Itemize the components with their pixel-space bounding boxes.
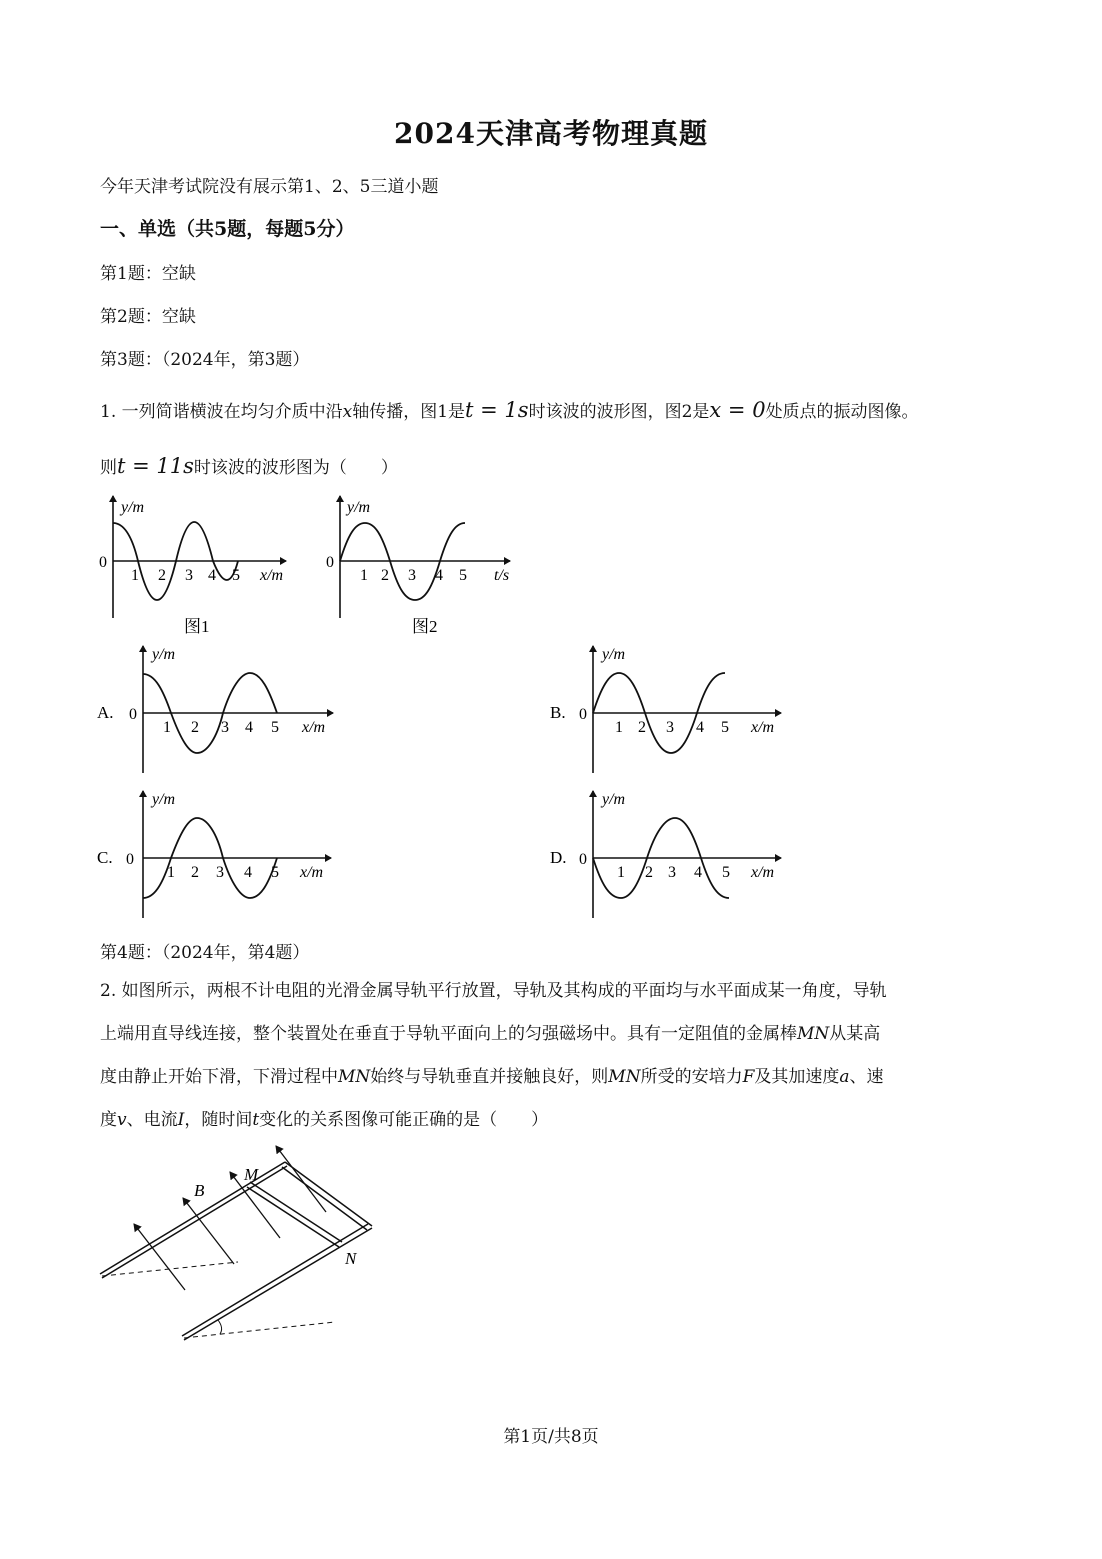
math-t1: t = 1s <box>465 398 529 422</box>
option-b-letter: B. <box>550 703 566 722</box>
svg-text:0: 0 <box>579 851 587 868</box>
svg-text:1: 1 <box>617 864 625 881</box>
q4-stem: 2. 如图所示，两根不计电阻的光滑金属导轨平行放置，导轨及其构成的平面均与水平面成某一角度，导轨 上端用直导线连接，整个装置处在垂直于导轨平面向上的匀强磁场中。具有一定阻值的金属棒MN从某高 度由静止开始下滑，下滑过程中MN始终与导轨垂直并接触良好，则MN所受的安培力F及其加速度a、速 度v、电流I，随时间t变化的关系图像可能正确的是（ ） <box>100 981 887 1130</box>
svg-text:5: 5 <box>721 719 729 736</box>
figure1-graph <box>99 496 286 636</box>
fig1-caption: 图1 <box>184 617 210 636</box>
svg-text:y/m: y/m <box>152 791 176 808</box>
page-footer: 第1页/共8页 <box>503 1427 599 1447</box>
fig2-tick: 3 <box>408 567 416 584</box>
q1-missing: 第1题：空缺 <box>100 264 196 284</box>
option-d-letter: D. <box>550 848 567 867</box>
svg-text:1: 1 <box>163 719 171 736</box>
q3-header: 第3题：（2024年，第3题） <box>100 350 310 370</box>
q2-missing: 第2题：空缺 <box>100 307 196 327</box>
svg-text:1: 1 <box>615 719 623 736</box>
fig2-tick: 1 <box>360 567 368 584</box>
svg-text:4: 4 <box>694 864 702 881</box>
fig2-t-label: t/s <box>494 567 510 584</box>
label-n: N <box>345 1249 357 1268</box>
svg-text:2: 2 <box>191 864 199 881</box>
q4-header: 第4题：（2024年，第4题） <box>100 943 310 963</box>
svg-text:0: 0 <box>579 706 587 723</box>
svg-text:x/m: x/m <box>751 719 775 736</box>
svg-text:4: 4 <box>245 719 253 736</box>
section-heading: 一、单选（共5题，每题5分） <box>100 218 355 240</box>
svg-text:3: 3 <box>666 719 674 736</box>
figure2-graph <box>326 496 510 636</box>
svg-text:4: 4 <box>244 864 252 881</box>
fig2-caption: 图2 <box>412 617 438 636</box>
svg-text:3: 3 <box>668 864 676 881</box>
svg-text:x/m: x/m <box>751 864 775 881</box>
svg-text:1: 1 <box>167 864 175 881</box>
fig1-origin: 0 <box>99 554 107 571</box>
svg-text:3: 3 <box>216 864 224 881</box>
svg-text:y/m: y/m <box>602 791 626 808</box>
fig1-tick: 5 <box>232 567 240 584</box>
svg-text:x/m: x/m <box>300 864 324 881</box>
fig1-tick: 3 <box>185 567 193 584</box>
q3-stem-line1: 1. 一列简谐横波在均匀介质中沿x轴传播，图1是t = 1s时该波的波形图，图2是x = 0处质点的振动图像。 <box>100 398 919 422</box>
q3-stem-line2: 则t = 11s时该波的波形图为（ ） <box>100 454 398 478</box>
fig2-y-label: y/m <box>347 499 371 516</box>
label-b: B <box>194 1181 205 1200</box>
svg-text:5: 5 <box>722 864 730 881</box>
fig1-tick: 1 <box>131 567 139 584</box>
math-t11: t = 11s <box>117 454 194 478</box>
fig1-tick: 4 <box>208 567 216 584</box>
svg-text:x/m: x/m <box>302 719 326 736</box>
fig2-tick: 4 <box>435 567 443 584</box>
svg-text:4: 4 <box>696 719 704 736</box>
fig2-tick: 5 <box>459 567 467 584</box>
var-x: x <box>342 402 353 422</box>
svg-text:2: 2 <box>191 719 199 736</box>
svg-text:2: 2 <box>638 719 646 736</box>
q3-figures <box>90 490 530 645</box>
document-title: 2024天津高考物理真题 <box>394 117 708 150</box>
fig1-tick: 2 <box>158 567 166 584</box>
intro-note: 今年天津考试院没有展示第1、2、5三道小题 <box>100 177 439 197</box>
svg-text:0: 0 <box>129 706 137 723</box>
option-c-graph <box>95 785 355 925</box>
rail-diagram <box>90 1140 390 1355</box>
option-a-letter: A. <box>97 703 114 722</box>
option-a-graph <box>95 640 355 780</box>
label-m: M <box>244 1165 259 1184</box>
svg-text:2: 2 <box>645 864 653 881</box>
option-b-graph <box>545 640 805 780</box>
svg-text:3: 3 <box>221 719 229 736</box>
option-c-letter: C. <box>97 848 113 867</box>
fig2-tick: 2 <box>381 567 389 584</box>
math-x0: x = 0 <box>709 398 766 422</box>
svg-text:0: 0 <box>126 851 134 868</box>
svg-text:y/m: y/m <box>152 646 176 663</box>
fig1-x-label: x/m <box>260 567 284 584</box>
fig2-origin: 0 <box>326 554 334 571</box>
svg-text:y/m: y/m <box>602 646 626 663</box>
option-d-graph <box>545 785 805 925</box>
svg-text:5: 5 <box>271 719 279 736</box>
fig1-y-label: y/m <box>121 499 145 516</box>
svg-text:5: 5 <box>271 864 279 881</box>
